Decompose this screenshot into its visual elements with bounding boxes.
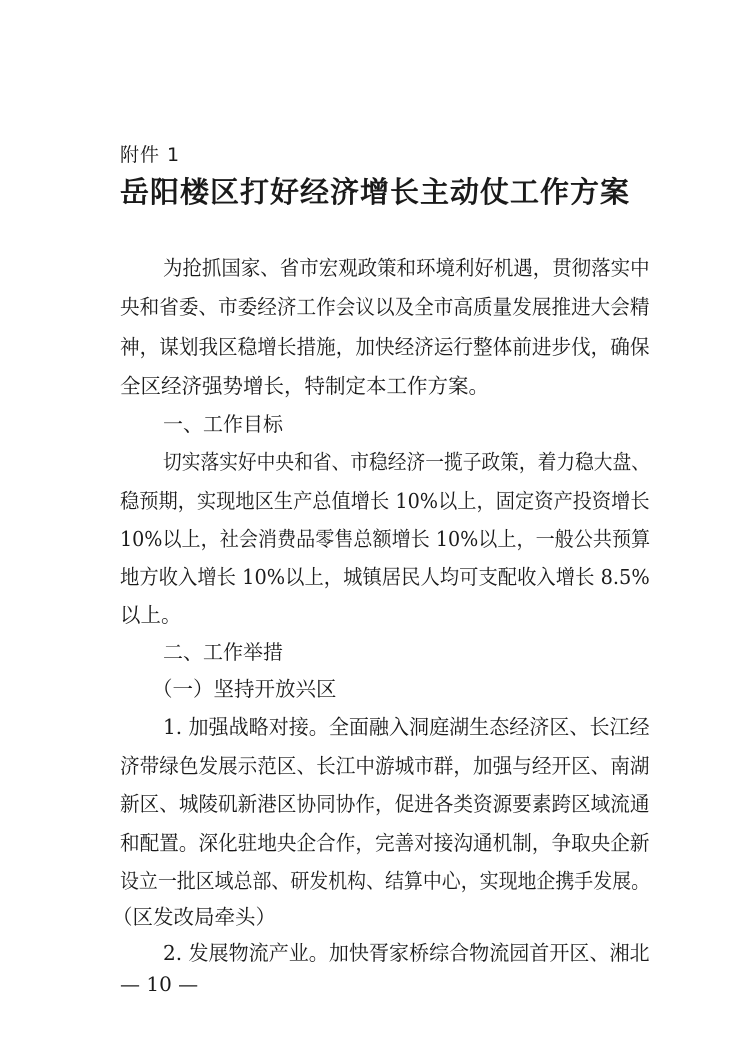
section1-line-2: 稳预期，实现地区生产总值增长 10%以上，固定资产投资增长 <box>120 489 650 513</box>
intro-line-3: 神，谋划我区稳增长措施，加快经济运行整体前进步伐，确保 <box>120 335 650 359</box>
item1-line-3: 新区、城陵矶新港区协同协作，促进各类资源要素跨区域流通 <box>120 792 650 816</box>
document-title: 岳阳楼区打好经济增长主动仗工作方案 <box>119 175 630 209</box>
section1-line-4: 地方收入增长 10%以上，城镇居民人均可支配收入增长 8.5% <box>120 565 650 589</box>
section1-line-1: 切实落实好中央和省、市稳经济一揽子政策，着力稳大盘、 <box>163 450 650 474</box>
subsection1-heading: （一）坚持开放兴区 <box>152 677 337 701</box>
section1-line-5: 以上。 <box>120 603 182 627</box>
item1-line-1: 1. 加强战略对接。全面融入洞庭湖生态经济区、长江经 <box>163 715 650 739</box>
intro-line-2: 央和省委、市委经济工作会议以及全市高质量发展推进大会精 <box>120 295 650 319</box>
section1-line-3: 10%以上，社会消费品零售总额增长 10%以上，一般公共预算 <box>120 527 651 551</box>
item1-line-5: 设立一批区域总部、研发机构、结算中心，实现地企携手发展。 <box>120 869 650 893</box>
section1-heading: 一、工作目标 <box>163 412 283 436</box>
item1-line-4: 和配置。深化驻地央企合作，完善对接沟通机制，争取央企新 <box>120 831 650 855</box>
section2-heading: 二、工作举措 <box>163 640 283 664</box>
page-number: — 10 — <box>120 972 199 996</box>
intro-line-4: 全区经济强势增长，特制定本工作方案。 <box>120 374 489 398</box>
item1-line-2: 济带绿色发展示范区、长江中游城市群，加强与经开区、南湖 <box>120 754 650 778</box>
annex-label: 附件 1 <box>120 144 181 166</box>
item2-line-1: 2. 发展物流产业。加快胥家桥综合物流园首开区、湘北 <box>163 941 650 965</box>
intro-line-1: 为抢抓国家、省市宏观政策和环境利好机遇，贯彻落实中 <box>163 256 650 280</box>
item1-line-6: （区发改局牵头） <box>112 905 276 929</box>
